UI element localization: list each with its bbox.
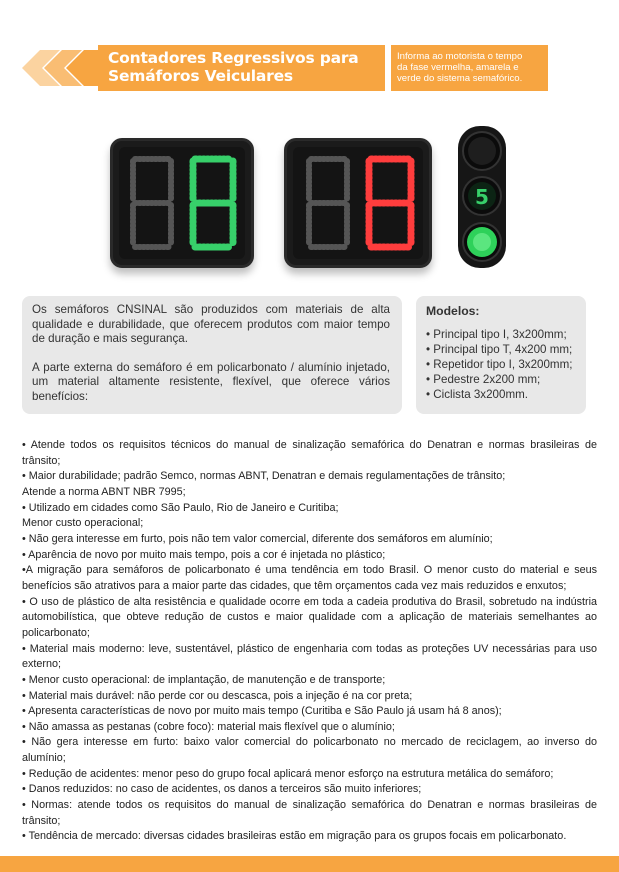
intro-text: [391, 45, 548, 91]
list-item: Menor custo operacional;: [22, 517, 144, 530]
chevron-logo-icon: [22, 46, 106, 90]
list-item: •A migração para semáforos de policarbonato é uma tendência em todo Brasil. O menor custo do material e seus benefícios são atrativos para a maior parte das cidades, que têm orçamentos cada vez mais reduzidos e enxutos;: [22, 564, 597, 592]
title-line-2: Semáforos Veiculares: [108, 67, 293, 85]
model-item: • Repetidor tipo I, 3x200mm;: [426, 358, 573, 371]
red-counter-image: [284, 138, 432, 268]
list-item: • Material mais durável: não perde cor ou descasca, pois a injeção é na cor preta;: [22, 689, 413, 702]
list-item: • Não amassa as pestanas (cobre foco): material mais flexível que o alumínio;: [22, 720, 395, 733]
list-item: • Danos reduzidos: no caso de acidentes, os danos a terceiros são muito inferiores;: [22, 783, 422, 796]
traffic-light-display: 5: [475, 185, 489, 209]
models-box: [416, 296, 586, 414]
intro-line-2: da fase vermelha, amarela e: [397, 62, 519, 73]
list-item: • O uso de plástico de alta resistência e qualidade ocorre em toda a cadeia produtiva do Brasil, sobretudo na indústria automobilística, que obteve redução de custos e maior qualidade com a aplicação de materiais semelhantes ao policarbonato;: [22, 595, 597, 639]
list-item: • Tendência de mercado: diversas cidades brasileiras estão em migração para os grupos focais em policarbonato.: [22, 830, 567, 843]
green-counter-image: [110, 138, 254, 268]
intro-line-1: Informa ao motorista o tempo: [397, 51, 523, 62]
description-paragraph-1: Os semáforos CNSINAL são produzidos com materiais de alta qualidade e durabilidade, que oferecem produtos com maior tempo de duração e mais segurança.: [32, 303, 390, 345]
description-paragraph-2: A parte externa do semáforo é em policarbonato / alumínio injetado, um material altamente resistente, flexível, que oferece vários benefícios:: [32, 360, 390, 403]
list-item: • Material mais moderno: leve, sustentável, plástico de engenharia com todas as proteções UV necessárias para uso externo;: [22, 642, 597, 671]
models-title: Modelos:: [426, 304, 480, 318]
intro-line-3: verde do sistema semafórico.: [397, 73, 523, 84]
model-item: • Ciclista 3x200mm.: [426, 388, 528, 401]
footer-bar: [0, 856, 619, 872]
traffic-light-image: [455, 124, 509, 270]
benefits-list: [22, 438, 597, 845]
list-item: • Apresenta características de novo por muito mais tempo (Curitiba e São Paulo já usam há 8 anos);: [22, 705, 502, 718]
list-item: • Redução de acidentes: menor peso do grupo focal aplicará menor esforço na estrutura metálica do semáforo;: [22, 767, 554, 780]
description-box: [22, 296, 402, 414]
list-item: • Aparência de novo por muito mais tempo, pois a cor é injetada no plástico;: [22, 548, 386, 561]
title-line-1: Contadores Regressivos para: [108, 49, 359, 67]
list-item: • Menor custo operacional: de implantação, de manutenção e de transporte;: [22, 673, 386, 686]
list-item: • Não gera interesse em furto, pois não tem valor comercial, diferente dos semáforos em alumínio;: [22, 532, 493, 545]
model-item: • Principal tipo T, 4x200 mm;: [426, 343, 573, 356]
list-item: • Normas: atende todos os requisitos do manual de sinalização semafórica do Denatran e normas brasileiras de trânsito;: [22, 799, 597, 827]
list-item: • Utilizado em cidades como São Paulo, Rio de Janeiro e Curitiba;: [22, 501, 339, 514]
list-item: Atende a norma ABNT NBR 7995;: [22, 485, 186, 498]
list-item: • Atende todos os requisitos técnicos do manual de sinalização semafórica do Denatran e normas brasileiras de trânsito;: [22, 439, 597, 467]
page-title: [98, 45, 385, 91]
model-item: • Pedestre 2x200 mm;: [426, 373, 541, 386]
list-item: • Maior durabilidade; padrão Semco, normas ABNT, Denatran e demais regulamentações de trânsito;: [22, 470, 506, 483]
model-item: • Principal tipo I, 3x200mm;: [426, 328, 567, 341]
list-item: • Não gera interesse em furto: baixo valor comercial do policarbonato no mercado de reciclagem, ao inverso do alumínio;: [22, 736, 597, 765]
